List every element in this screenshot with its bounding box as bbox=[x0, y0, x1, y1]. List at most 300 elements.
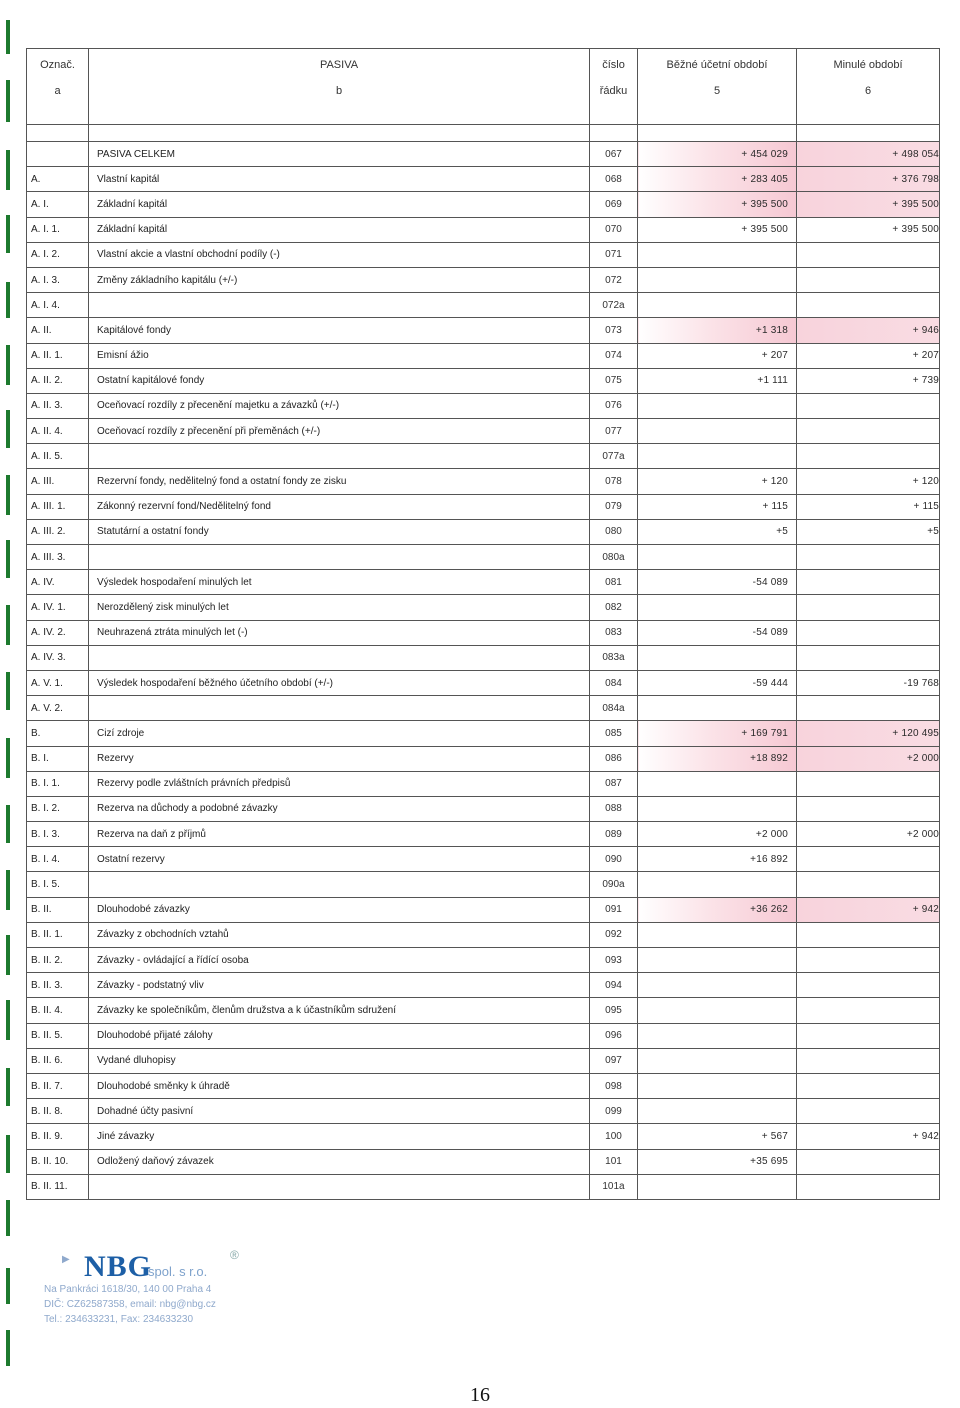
header-mark-label: Označ. bbox=[40, 59, 75, 71]
row-number: 074 bbox=[590, 343, 638, 368]
current-period-value: +35 695 bbox=[638, 1149, 797, 1174]
row-name bbox=[89, 444, 590, 469]
row-name bbox=[89, 1174, 590, 1199]
current-period-value bbox=[638, 545, 797, 570]
table-row bbox=[27, 343, 940, 368]
row-mark: B. I. 1. bbox=[27, 771, 89, 796]
row-name: Ostatní rezervy bbox=[89, 847, 590, 872]
previous-period-value bbox=[797, 419, 940, 444]
row-number: 098 bbox=[590, 1073, 638, 1098]
previous-period-value bbox=[797, 998, 940, 1023]
previous-period-value: + 120 495 bbox=[797, 721, 940, 746]
table-row bbox=[27, 393, 940, 418]
row-mark: B. bbox=[27, 721, 89, 746]
row-mark: B. I. 3. bbox=[27, 822, 89, 847]
binding-mark bbox=[6, 150, 10, 190]
row-mark: B. I. 2. bbox=[27, 796, 89, 821]
binding-mark bbox=[6, 345, 10, 385]
current-period-value bbox=[638, 948, 797, 973]
row-mark: B. II. 7. bbox=[27, 1073, 89, 1098]
row-mark: B. II. 2. bbox=[27, 948, 89, 973]
previous-period-value bbox=[797, 242, 940, 267]
current-period-value bbox=[638, 998, 797, 1023]
row-number: 101a bbox=[590, 1174, 638, 1199]
row-mark: B. II. 3. bbox=[27, 973, 89, 998]
row-mark: A. IV. 1. bbox=[27, 595, 89, 620]
row-number: 086 bbox=[590, 746, 638, 771]
table-row bbox=[27, 1174, 940, 1199]
row-name: Rezervy podle zvláštních právních předpisů bbox=[89, 771, 590, 796]
table-row bbox=[27, 267, 940, 292]
header-mark bbox=[27, 49, 89, 125]
row-mark: A. II. 4. bbox=[27, 419, 89, 444]
row-name: Závazky - podstatný vliv bbox=[89, 973, 590, 998]
binding-mark bbox=[6, 738, 10, 778]
binding-mark bbox=[6, 605, 10, 645]
table-row bbox=[27, 1023, 940, 1048]
row-mark: A. III. 1. bbox=[27, 494, 89, 519]
row-name: Statutární a ostatní fondy bbox=[89, 519, 590, 544]
row-number: 072 bbox=[590, 267, 638, 292]
binding-mark bbox=[6, 1068, 10, 1106]
previous-period-value: +2 000 bbox=[797, 746, 940, 771]
current-period-value: +1 111 bbox=[638, 368, 797, 393]
table-row bbox=[27, 494, 940, 519]
row-number: 080a bbox=[590, 545, 638, 570]
binding-mark bbox=[6, 1268, 10, 1304]
row-name: Dlouhodobé směnky k úhradě bbox=[89, 1073, 590, 1098]
previous-period-value: + 395 500 bbox=[797, 192, 940, 217]
table-row bbox=[27, 318, 940, 343]
previous-period-value bbox=[797, 796, 940, 821]
row-number: 083a bbox=[590, 645, 638, 670]
row-name: Vlastní kapitál bbox=[89, 167, 590, 192]
previous-period-value: + 942 bbox=[797, 1124, 940, 1149]
table-row bbox=[27, 922, 940, 947]
row-number: 093 bbox=[590, 948, 638, 973]
table-row bbox=[27, 167, 940, 192]
company-phone: Tel.: 234633231, Fax: 234633230 bbox=[44, 1314, 194, 1325]
row-mark: B. II. 4. bbox=[27, 998, 89, 1023]
binding-mark bbox=[6, 870, 10, 910]
table-row bbox=[27, 444, 940, 469]
previous-period-value: -19 768 bbox=[797, 670, 940, 695]
current-period-value: + 454 029 bbox=[638, 142, 797, 167]
row-mark: A. I. bbox=[27, 192, 89, 217]
company-stamp bbox=[44, 1244, 264, 1334]
row-name: Odložený daňový závazek bbox=[89, 1149, 590, 1174]
row-number: 081 bbox=[590, 570, 638, 595]
binding-mark bbox=[6, 1330, 10, 1366]
table-row bbox=[27, 620, 940, 645]
previous-period-value bbox=[797, 393, 940, 418]
row-name: Emisní ážio bbox=[89, 343, 590, 368]
row-mark: A. II. bbox=[27, 318, 89, 343]
header-current-period bbox=[638, 49, 797, 125]
table-row bbox=[27, 545, 940, 570]
row-mark: A. IV. 3. bbox=[27, 645, 89, 670]
current-period-value: +2 000 bbox=[638, 822, 797, 847]
row-number: 095 bbox=[590, 998, 638, 1023]
row-name: Rezervy bbox=[89, 746, 590, 771]
table-row bbox=[27, 897, 940, 922]
previous-period-value bbox=[797, 645, 940, 670]
row-number: 075 bbox=[590, 368, 638, 393]
row-name bbox=[89, 696, 590, 721]
current-period-value bbox=[638, 242, 797, 267]
arrow-icon: ▶ bbox=[62, 1254, 70, 1265]
current-period-value: + 169 791 bbox=[638, 721, 797, 746]
table-row bbox=[27, 419, 940, 444]
table-row bbox=[27, 293, 940, 318]
row-mark: B. II. 11. bbox=[27, 1174, 89, 1199]
row-mark: A. II. 5. bbox=[27, 444, 89, 469]
table-row bbox=[27, 670, 940, 695]
previous-period-value: + 115 bbox=[797, 494, 940, 519]
table-row bbox=[27, 1073, 940, 1098]
previous-period-value: + 942 bbox=[797, 897, 940, 922]
registered-mark: ® bbox=[230, 1248, 239, 1262]
row-mark: B. II. 9. bbox=[27, 1124, 89, 1149]
current-period-value: +5 bbox=[638, 519, 797, 544]
row-mark: A. IV. 2. bbox=[27, 620, 89, 645]
previous-period-value bbox=[797, 293, 940, 318]
binding-mark bbox=[6, 805, 10, 843]
row-number: 071 bbox=[590, 242, 638, 267]
row-mark: A. I. 1. bbox=[27, 217, 89, 242]
table-row bbox=[27, 570, 940, 595]
current-period-value bbox=[638, 419, 797, 444]
row-name: Ostatní kapitálové fondy bbox=[89, 368, 590, 393]
table-row bbox=[27, 771, 940, 796]
current-period-value bbox=[638, 771, 797, 796]
binding-mark bbox=[6, 410, 10, 448]
current-period-value: +16 892 bbox=[638, 847, 797, 872]
binding-mark bbox=[6, 672, 10, 710]
row-number: 097 bbox=[590, 1048, 638, 1073]
row-name bbox=[89, 545, 590, 570]
current-period-value bbox=[638, 872, 797, 897]
current-period-value: + 115 bbox=[638, 494, 797, 519]
table-row bbox=[27, 721, 940, 746]
row-name: Oceňovací rozdíly z přecenění při přeměnách (+/-) bbox=[89, 419, 590, 444]
row-mark: A. IV. bbox=[27, 570, 89, 595]
table-row bbox=[27, 998, 940, 1023]
table-header-row bbox=[27, 49, 940, 125]
company-tax-id: DIČ: CZ62587358, email: nbg@nbg.cz bbox=[44, 1299, 216, 1310]
header-previous-number: 6 bbox=[864, 85, 872, 97]
table-row bbox=[27, 746, 940, 771]
binding-mark bbox=[6, 1200, 10, 1236]
row-mark: A. III. bbox=[27, 469, 89, 494]
header-previous-period bbox=[797, 49, 940, 125]
row-number: 077 bbox=[590, 419, 638, 444]
previous-period-value bbox=[797, 1149, 940, 1174]
previous-period-value: + 739 bbox=[797, 368, 940, 393]
row-number: 078 bbox=[590, 469, 638, 494]
binding-mark bbox=[6, 282, 10, 318]
current-period-value bbox=[638, 1048, 797, 1073]
row-number: 090a bbox=[590, 872, 638, 897]
row-mark: B. II. 6. bbox=[27, 1048, 89, 1073]
table-row bbox=[27, 872, 940, 897]
row-mark: A. V. 2. bbox=[27, 696, 89, 721]
liabilities-table bbox=[26, 48, 940, 1200]
previous-period-value: + 946 bbox=[797, 318, 940, 343]
previous-period-value bbox=[797, 847, 940, 872]
row-name: Neuhrazená ztráta minulých let (-) bbox=[89, 620, 590, 645]
current-period-value: -54 089 bbox=[638, 620, 797, 645]
row-name: Základní kapitál bbox=[89, 217, 590, 242]
table-row bbox=[27, 696, 940, 721]
previous-period-value bbox=[797, 570, 940, 595]
row-name bbox=[89, 293, 590, 318]
company-address: Na Pankráci 1618/30, 140 00 Praha 4 bbox=[44, 1284, 212, 1295]
table-row bbox=[27, 973, 940, 998]
row-number: 090 bbox=[590, 847, 638, 872]
table-body bbox=[27, 125, 940, 1200]
row-number: 089 bbox=[590, 822, 638, 847]
row-mark: B. I. 4. bbox=[27, 847, 89, 872]
current-period-value: +1 318 bbox=[638, 318, 797, 343]
row-number: 092 bbox=[590, 922, 638, 947]
table-row bbox=[27, 645, 940, 670]
row-mark: B. II. 1. bbox=[27, 922, 89, 947]
current-period-value bbox=[638, 973, 797, 998]
previous-period-value bbox=[797, 1023, 940, 1048]
binding-mark bbox=[6, 215, 10, 253]
table-row bbox=[27, 242, 940, 267]
previous-period-value: + 120 bbox=[797, 469, 940, 494]
row-number: 084 bbox=[590, 670, 638, 695]
row-number: 082 bbox=[590, 595, 638, 620]
current-period-value bbox=[638, 1073, 797, 1098]
binding-mark bbox=[6, 935, 10, 975]
row-mark: B. I. bbox=[27, 746, 89, 771]
current-period-value bbox=[638, 1174, 797, 1199]
current-period-value: + 283 405 bbox=[638, 167, 797, 192]
row-name: Dlouhodobé závazky bbox=[89, 897, 590, 922]
row-number: 084a bbox=[590, 696, 638, 721]
binding-mark bbox=[6, 80, 10, 122]
row-mark: A. V. 1. bbox=[27, 670, 89, 695]
balance-sheet-liabilities bbox=[26, 48, 939, 1200]
binding-mark bbox=[6, 475, 10, 515]
table-row bbox=[27, 847, 940, 872]
table-row bbox=[27, 595, 940, 620]
row-name bbox=[89, 645, 590, 670]
previous-period-value: + 498 054 bbox=[797, 142, 940, 167]
row-name: Oceňovací rozdíly z přecenění majetku a závazků (+/-) bbox=[89, 393, 590, 418]
row-name: Cizí zdroje bbox=[89, 721, 590, 746]
previous-period-value bbox=[797, 1174, 940, 1199]
current-period-value bbox=[638, 796, 797, 821]
table-row bbox=[27, 948, 940, 973]
row-mark: A. I. 2. bbox=[27, 242, 89, 267]
current-period-value: -59 444 bbox=[638, 670, 797, 695]
row-name: Závazky - ovládající a řídící osoba bbox=[89, 948, 590, 973]
row-mark: B. II. bbox=[27, 897, 89, 922]
row-name: Dlouhodobé přijaté zálohy bbox=[89, 1023, 590, 1048]
binding-mark bbox=[6, 1000, 10, 1040]
row-name: Rezerva na daň z příjmů bbox=[89, 822, 590, 847]
current-period-value: + 567 bbox=[638, 1124, 797, 1149]
previous-period-value: +5 bbox=[797, 519, 940, 544]
current-period-value: + 395 500 bbox=[638, 192, 797, 217]
row-number: 068 bbox=[590, 167, 638, 192]
current-period-value: + 120 bbox=[638, 469, 797, 494]
row-name: Kapitálové fondy bbox=[89, 318, 590, 343]
row-name: PASIVA CELKEM bbox=[89, 142, 590, 167]
row-name: Jiné závazky bbox=[89, 1124, 590, 1149]
row-name: Základní kapitál bbox=[89, 192, 590, 217]
row-number: 073 bbox=[590, 318, 638, 343]
row-number: 088 bbox=[590, 796, 638, 821]
binding-mark bbox=[6, 1135, 10, 1173]
header-row-number bbox=[590, 49, 638, 125]
row-number: 077a bbox=[590, 444, 638, 469]
row-name: Zákonný rezervní fond/Nedělitelný fond bbox=[89, 494, 590, 519]
current-period-value bbox=[638, 1023, 797, 1048]
company-suffix: spol. s r.o. bbox=[148, 1264, 208, 1279]
row-mark: A. I. 3. bbox=[27, 267, 89, 292]
row-number: 099 bbox=[590, 1099, 638, 1124]
row-name bbox=[89, 872, 590, 897]
row-mark: A. II. 1. bbox=[27, 343, 89, 368]
previous-period-value bbox=[797, 872, 940, 897]
table-row bbox=[27, 469, 940, 494]
table-row bbox=[27, 217, 940, 242]
row-mark bbox=[27, 142, 89, 167]
row-number: 091 bbox=[590, 897, 638, 922]
row-mark: A. I. 4. bbox=[27, 293, 89, 318]
current-period-value bbox=[638, 645, 797, 670]
row-number: 100 bbox=[590, 1124, 638, 1149]
current-period-value: -54 089 bbox=[638, 570, 797, 595]
table-row bbox=[27, 192, 940, 217]
previous-period-value: +2 000 bbox=[797, 822, 940, 847]
row-number: 085 bbox=[590, 721, 638, 746]
row-mark: A. II. 3. bbox=[27, 393, 89, 418]
row-name: Změny základního kapitálu (+/-) bbox=[89, 267, 590, 292]
previous-period-value bbox=[797, 1073, 940, 1098]
header-current-label: Běžné účetní období bbox=[666, 59, 768, 71]
previous-period-value bbox=[797, 267, 940, 292]
row-name: Výsledek hospodaření minulých let bbox=[89, 570, 590, 595]
row-mark: A. III. 2. bbox=[27, 519, 89, 544]
header-row-label-1: číslo bbox=[602, 59, 625, 71]
previous-period-value: + 376 798 bbox=[797, 167, 940, 192]
previous-period-value bbox=[797, 948, 940, 973]
current-period-value bbox=[638, 293, 797, 318]
current-period-value: + 207 bbox=[638, 343, 797, 368]
row-name: Dohadné účty pasivní bbox=[89, 1099, 590, 1124]
row-name: Závazky z obchodních vztahů bbox=[89, 922, 590, 947]
spacer-row bbox=[27, 125, 940, 142]
table-row bbox=[27, 368, 940, 393]
row-number: 080 bbox=[590, 519, 638, 544]
previous-period-value bbox=[797, 696, 940, 721]
row-number: 094 bbox=[590, 973, 638, 998]
row-number: 096 bbox=[590, 1023, 638, 1048]
row-number: 079 bbox=[590, 494, 638, 519]
row-name: Rezervní fondy, nedělitelný fond a ostatní fondy ze zisku bbox=[89, 469, 590, 494]
previous-period-value bbox=[797, 1048, 940, 1073]
current-period-value bbox=[638, 393, 797, 418]
header-name bbox=[89, 49, 590, 125]
current-period-value: +18 892 bbox=[638, 746, 797, 771]
row-name: Vydané dluhopisy bbox=[89, 1048, 590, 1073]
table-row bbox=[27, 822, 940, 847]
header-previous-label: Minulé období bbox=[833, 59, 903, 71]
table-row bbox=[27, 796, 940, 821]
row-number: 087 bbox=[590, 771, 638, 796]
row-mark: B. II. 5. bbox=[27, 1023, 89, 1048]
table-row bbox=[27, 1124, 940, 1149]
previous-period-value bbox=[797, 620, 940, 645]
header-mark-letter: a bbox=[54, 85, 61, 97]
binding-mark bbox=[6, 540, 10, 578]
page-number: 16 bbox=[470, 1384, 490, 1406]
current-period-value bbox=[638, 696, 797, 721]
binding-mark bbox=[6, 20, 10, 54]
row-mark: A. bbox=[27, 167, 89, 192]
current-period-value bbox=[638, 595, 797, 620]
current-period-value bbox=[638, 444, 797, 469]
row-mark: B. II. 10. bbox=[27, 1149, 89, 1174]
row-mark: A. III. 3. bbox=[27, 545, 89, 570]
previous-period-value: + 207 bbox=[797, 343, 940, 368]
previous-period-value bbox=[797, 1099, 940, 1124]
header-name-label: PASIVA bbox=[319, 59, 359, 71]
header-current-number: 5 bbox=[713, 85, 721, 97]
table-row bbox=[27, 1149, 940, 1174]
current-period-value: + 395 500 bbox=[638, 217, 797, 242]
row-name: Závazky ke společníkům, členům družstva a k účastníkům sdružení bbox=[89, 998, 590, 1023]
row-number: 072a bbox=[590, 293, 638, 318]
row-number: 069 bbox=[590, 192, 638, 217]
row-number: 067 bbox=[590, 142, 638, 167]
header-row-label-2: řádku bbox=[599, 85, 628, 97]
current-period-value bbox=[638, 267, 797, 292]
table-row bbox=[27, 1099, 940, 1124]
previous-period-value bbox=[797, 444, 940, 469]
previous-period-value bbox=[797, 545, 940, 570]
current-period-value bbox=[638, 1099, 797, 1124]
previous-period-value bbox=[797, 771, 940, 796]
header-name-letter: b bbox=[335, 85, 343, 97]
previous-period-value bbox=[797, 973, 940, 998]
row-mark: B. I. 5. bbox=[27, 872, 89, 897]
previous-period-value bbox=[797, 922, 940, 947]
previous-period-value: + 395 500 bbox=[797, 217, 940, 242]
row-number: 083 bbox=[590, 620, 638, 645]
row-number: 076 bbox=[590, 393, 638, 418]
row-name: Vlastní akcie a vlastní obchodní podíly (-) bbox=[89, 242, 590, 267]
table-row bbox=[27, 142, 940, 167]
current-period-value bbox=[638, 922, 797, 947]
table-row bbox=[27, 519, 940, 544]
row-mark: B. II. 8. bbox=[27, 1099, 89, 1124]
current-period-value: +36 262 bbox=[638, 897, 797, 922]
row-name: Rezerva na důchody a podobné závazky bbox=[89, 796, 590, 821]
row-mark: A. II. 2. bbox=[27, 368, 89, 393]
row-name: Výsledek hospodaření běžného účetního období (+/-) bbox=[89, 670, 590, 695]
row-number: 070 bbox=[590, 217, 638, 242]
row-number: 101 bbox=[590, 1149, 638, 1174]
previous-period-value bbox=[797, 595, 940, 620]
row-name: Nerozdělený zisk minulých let bbox=[89, 595, 590, 620]
